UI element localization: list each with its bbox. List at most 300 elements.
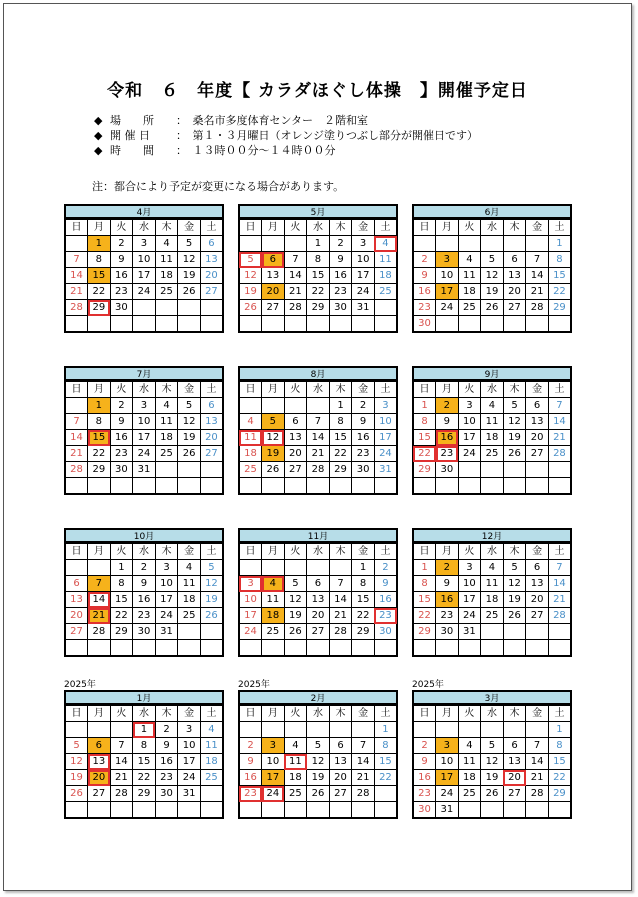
calendar-empty-cell xyxy=(503,640,526,657)
calendar-day: 9 xyxy=(374,576,397,592)
calendar-day: 21 xyxy=(352,770,375,786)
calendar-day: 15 xyxy=(110,592,133,608)
calendar-empty-cell xyxy=(352,802,375,819)
calendar-day: 14 xyxy=(526,754,549,770)
calendar-day: 5 xyxy=(481,252,504,268)
calendar-empty-cell xyxy=(65,560,88,576)
weekday-header: 土 xyxy=(200,706,223,722)
calendar-day: 30 xyxy=(155,786,178,802)
calendar-day: 9 xyxy=(133,576,156,592)
calendar-day: 9 xyxy=(436,414,459,430)
month-header: 7月 xyxy=(64,366,224,381)
month-calendar xyxy=(64,366,224,495)
calendar-day: 29 xyxy=(307,300,330,316)
calendar-day: 7 xyxy=(526,738,549,754)
calendar-day: 16 xyxy=(110,268,133,284)
calendar-empty-cell xyxy=(481,462,504,478)
calendar-day: 14 xyxy=(307,430,330,446)
calendar-day: 1 xyxy=(133,722,156,738)
calendar-empty-cell xyxy=(458,722,481,738)
calendar-day: 28 xyxy=(307,462,330,478)
calendar-empty-cell xyxy=(110,802,133,819)
calendar-grid xyxy=(412,543,572,657)
calendar-empty-cell xyxy=(88,640,111,657)
calendar-day: 6 xyxy=(329,738,352,754)
calendar-day: 17 xyxy=(133,430,156,446)
calendar-day: 30 xyxy=(436,462,459,478)
weekday-header: 日 xyxy=(65,706,88,722)
info-label: 場 所 xyxy=(110,114,154,127)
calendar-day: 14 xyxy=(548,576,571,592)
calendar-day: 12 xyxy=(239,268,262,284)
calendar-day: 1 xyxy=(548,722,571,738)
calendar-day: 26 xyxy=(65,786,88,802)
calendar-day: 28 xyxy=(526,786,549,802)
calendar-day: 27 xyxy=(329,786,352,802)
calendar-day: 1 xyxy=(88,398,111,414)
weekday-header: 火 xyxy=(458,220,481,236)
calendar-day: 5 xyxy=(65,738,88,754)
calendar-day: 3 xyxy=(262,738,285,754)
calendar-year-label: 2025年 xyxy=(64,680,96,690)
weekday-header: 月 xyxy=(88,544,111,560)
diamond-bullet-icon: ◆ xyxy=(94,144,103,157)
calendar-day: 8 xyxy=(307,252,330,268)
calendar-day: 21 xyxy=(329,608,352,624)
month-header: 6月 xyxy=(412,204,572,219)
calendar-empty-cell xyxy=(307,398,330,414)
calendar-day: 27 xyxy=(503,300,526,316)
calendar-day: 14 xyxy=(284,268,307,284)
calendar-day: 23 xyxy=(239,786,262,802)
calendar-day: 18 xyxy=(155,430,178,446)
calendar-day: 25 xyxy=(481,446,504,462)
calendar-day: 17 xyxy=(133,268,156,284)
calendar-day: 17 xyxy=(178,754,201,770)
weekday-header: 水 xyxy=(481,544,504,560)
calendar-day: 14 xyxy=(88,592,111,608)
calendar-empty-cell xyxy=(458,316,481,333)
calendar-day: 8 xyxy=(413,576,436,592)
calendar-day: 6 xyxy=(307,576,330,592)
calendar-day: 28 xyxy=(284,300,307,316)
calendar-day: 13 xyxy=(200,414,223,430)
calendar-day: 2 xyxy=(329,236,352,252)
weekday-header: 日 xyxy=(239,382,262,398)
calendar-day: 13 xyxy=(503,754,526,770)
calendar-day: 31 xyxy=(155,624,178,640)
calendar-day: 12 xyxy=(481,268,504,284)
calendar-day: 7 xyxy=(284,252,307,268)
calendar-empty-cell xyxy=(65,722,88,738)
month-calendar xyxy=(412,204,572,333)
calendar-empty-cell xyxy=(155,478,178,495)
calendar-day: 18 xyxy=(481,592,504,608)
calendar-day: 30 xyxy=(110,300,133,316)
calendar-day: 16 xyxy=(413,770,436,786)
calendar-day: 19 xyxy=(307,770,330,786)
calendar-empty-cell xyxy=(155,300,178,316)
calendar-day: 7 xyxy=(307,414,330,430)
calendar-empty-cell xyxy=(352,640,375,657)
calendar-day: 5 xyxy=(239,252,262,268)
calendar-empty-cell xyxy=(200,640,223,657)
calendar-day: 3 xyxy=(155,560,178,576)
calendar-empty-cell xyxy=(413,478,436,495)
calendar-day: 25 xyxy=(200,770,223,786)
calendar-day: 4 xyxy=(155,236,178,252)
calendar-day: 1 xyxy=(413,398,436,414)
calendar-day: 1 xyxy=(352,560,375,576)
calendar-day: 27 xyxy=(65,624,88,640)
calendar-empty-cell xyxy=(133,316,156,333)
calendar-day: 2 xyxy=(155,722,178,738)
calendar-empty-cell xyxy=(329,640,352,657)
calendar-empty-cell xyxy=(65,640,88,657)
calendar-empty-cell xyxy=(200,624,223,640)
calendar-day: 9 xyxy=(436,576,459,592)
weekday-header: 木 xyxy=(155,544,178,560)
calendar-day: 22 xyxy=(352,608,375,624)
calendar-day: 13 xyxy=(503,268,526,284)
calendar-day: 17 xyxy=(262,770,285,786)
calendar-empty-cell xyxy=(481,722,504,738)
calendar-day: 17 xyxy=(374,430,397,446)
calendar-day: 6 xyxy=(88,738,111,754)
month-header: 11月 xyxy=(238,528,398,543)
calendar-day: 24 xyxy=(436,786,459,802)
calendar-empty-cell xyxy=(133,478,156,495)
weekday-header: 金 xyxy=(526,706,549,722)
calendar-day: 13 xyxy=(329,754,352,770)
calendar-empty-cell xyxy=(284,722,307,738)
calendar-day: 22 xyxy=(110,608,133,624)
calendar-day: 22 xyxy=(374,770,397,786)
calendar-day: 9 xyxy=(413,754,436,770)
calendar-day: 15 xyxy=(413,592,436,608)
calendar-day: 24 xyxy=(458,446,481,462)
calendar-day: 28 xyxy=(548,608,571,624)
calendar-empty-cell xyxy=(284,640,307,657)
month-calendar xyxy=(238,528,398,657)
calendar-day: 25 xyxy=(178,608,201,624)
calendar-day: 10 xyxy=(262,754,285,770)
calendar-day: 21 xyxy=(110,770,133,786)
calendar-day: 21 xyxy=(284,284,307,300)
event-info xyxy=(94,113,478,158)
calendar-day: 16 xyxy=(352,430,375,446)
calendar-year-label: 2025年 xyxy=(412,680,444,690)
calendar-empty-cell xyxy=(526,802,549,819)
calendar-day: 30 xyxy=(413,316,436,333)
weekday-header: 土 xyxy=(374,220,397,236)
calendar-empty-cell xyxy=(481,236,504,252)
month-calendar xyxy=(238,690,398,819)
calendar-day: 13 xyxy=(307,592,330,608)
calendar-empty-cell xyxy=(481,316,504,333)
weekday-header: 土 xyxy=(548,544,571,560)
calendar-day: 22 xyxy=(88,446,111,462)
calendar-day: 1 xyxy=(307,236,330,252)
month-header: 4月 xyxy=(64,204,224,219)
calendar-day: 27 xyxy=(307,624,330,640)
calendar-day: 15 xyxy=(307,268,330,284)
calendar-day: 23 xyxy=(133,608,156,624)
calendar-empty-cell xyxy=(155,316,178,333)
calendar-day: 16 xyxy=(413,284,436,300)
calendar-day: 11 xyxy=(284,754,307,770)
calendar-empty-cell xyxy=(329,478,352,495)
calendar-empty-cell xyxy=(526,624,549,640)
calendar-empty-cell xyxy=(307,316,330,333)
calendar-day: 10 xyxy=(436,268,459,284)
calendar-day: 29 xyxy=(352,624,375,640)
calendar-day: 19 xyxy=(178,268,201,284)
calendar-day: 29 xyxy=(133,786,156,802)
calendar-day: 4 xyxy=(178,560,201,576)
calendar-day: 8 xyxy=(374,738,397,754)
calendar-day: 12 xyxy=(284,592,307,608)
page xyxy=(3,3,632,891)
calendar-day: 21 xyxy=(526,770,549,786)
calendar-day: 11 xyxy=(262,592,285,608)
calendar-day: 16 xyxy=(155,754,178,770)
calendar-day: 17 xyxy=(458,592,481,608)
weekday-header: 金 xyxy=(352,382,375,398)
weekday-header: 水 xyxy=(307,706,330,722)
weekday-header: 木 xyxy=(503,220,526,236)
weekday-header: 木 xyxy=(155,706,178,722)
calendar-day: 31 xyxy=(133,462,156,478)
calendar-empty-cell xyxy=(239,802,262,819)
calendar-empty-cell xyxy=(284,802,307,819)
calendar-day: 20 xyxy=(200,268,223,284)
info-label: 時 間 xyxy=(110,144,154,157)
calendar-day: 18 xyxy=(458,284,481,300)
calendar-day: 20 xyxy=(200,430,223,446)
calendar-empty-cell xyxy=(436,640,459,657)
calendar-day: 7 xyxy=(526,252,549,268)
calendar-day: 16 xyxy=(329,268,352,284)
weekday-header: 火 xyxy=(458,544,481,560)
calendar-day: 7 xyxy=(65,414,88,430)
weekday-header: 日 xyxy=(239,706,262,722)
calendar-day: 15 xyxy=(413,430,436,446)
calendar-empty-cell xyxy=(526,316,549,333)
calendar-day: 8 xyxy=(88,252,111,268)
calendar-day: 1 xyxy=(548,236,571,252)
calendar-day: 26 xyxy=(481,786,504,802)
info-value: ： 第１・３月曜日（オレンジ塗りつぶし部分が開催日です） xyxy=(176,129,478,142)
month-calendar xyxy=(412,690,572,819)
calendar-day: 1 xyxy=(88,236,111,252)
calendar-day: 23 xyxy=(329,284,352,300)
weekday-header: 金 xyxy=(178,544,201,560)
month-calendar xyxy=(64,690,224,819)
month-calendar xyxy=(412,366,572,495)
weekday-header: 土 xyxy=(200,544,223,560)
weekday-header: 火 xyxy=(284,382,307,398)
month-header: 2月 xyxy=(238,690,398,705)
calendar-empty-cell xyxy=(200,316,223,333)
calendar-empty-cell xyxy=(262,802,285,819)
weekday-header: 金 xyxy=(526,220,549,236)
calendar-empty-cell xyxy=(65,398,88,414)
weekday-header: 木 xyxy=(155,220,178,236)
calendar-day: 22 xyxy=(329,446,352,462)
calendar-day: 14 xyxy=(352,754,375,770)
calendar-day: 2 xyxy=(413,738,436,754)
calendar-day: 19 xyxy=(503,592,526,608)
calendar-day: 27 xyxy=(284,462,307,478)
calendar-day: 19 xyxy=(178,430,201,446)
calendar-day: 9 xyxy=(239,754,262,770)
calendar-day: 5 xyxy=(481,738,504,754)
info-date xyxy=(94,128,478,143)
calendar-day: 6 xyxy=(526,398,549,414)
calendar-empty-cell xyxy=(178,462,201,478)
calendar-day: 8 xyxy=(133,738,156,754)
month-calendar xyxy=(64,204,224,333)
weekday-header: 土 xyxy=(200,220,223,236)
diamond-bullet-icon: ◆ xyxy=(94,114,103,127)
calendar-day: 3 xyxy=(374,398,397,414)
calendar-day: 9 xyxy=(413,268,436,284)
calendar-empty-cell xyxy=(481,802,504,819)
calendar-day: 28 xyxy=(65,300,88,316)
calendar-day: 4 xyxy=(481,398,504,414)
calendar-grid xyxy=(238,381,398,495)
calendar-day: 21 xyxy=(65,446,88,462)
calendar-day: 24 xyxy=(155,608,178,624)
calendar-day: 8 xyxy=(413,414,436,430)
weekday-header: 月 xyxy=(88,706,111,722)
month-header: 10月 xyxy=(64,528,224,543)
calendar-grid xyxy=(238,219,398,333)
calendar-day: 3 xyxy=(178,722,201,738)
calendar-day: 21 xyxy=(65,284,88,300)
calendar-empty-cell xyxy=(200,300,223,316)
calendar-empty-cell xyxy=(526,640,549,657)
calendar-day: 29 xyxy=(88,462,111,478)
weekday-header: 月 xyxy=(436,706,459,722)
weekday-header: 金 xyxy=(178,706,201,722)
calendar-day: 31 xyxy=(178,786,201,802)
calendar-day: 15 xyxy=(88,430,111,446)
calendar-empty-cell xyxy=(88,560,111,576)
month-calendar xyxy=(64,528,224,657)
calendar-day: 11 xyxy=(458,754,481,770)
calendar-day: 15 xyxy=(548,268,571,284)
weekday-header: 月 xyxy=(262,220,285,236)
calendar-empty-cell xyxy=(548,316,571,333)
calendar-day: 25 xyxy=(155,284,178,300)
weekday-header: 火 xyxy=(284,220,307,236)
calendar-day: 21 xyxy=(526,284,549,300)
calendar-empty-cell xyxy=(548,640,571,657)
calendar-empty-cell xyxy=(526,722,549,738)
weekday-header: 火 xyxy=(458,382,481,398)
calendar-day: 30 xyxy=(374,624,397,640)
calendar-day: 3 xyxy=(239,576,262,592)
calendar-day: 8 xyxy=(548,252,571,268)
weekday-header: 日 xyxy=(413,382,436,398)
calendar-day: 23 xyxy=(352,446,375,462)
calendar-empty-cell xyxy=(458,640,481,657)
calendar-day: 10 xyxy=(155,576,178,592)
calendar-day: 25 xyxy=(458,786,481,802)
weekday-header: 月 xyxy=(262,382,285,398)
calendar-day: 17 xyxy=(458,430,481,446)
calendar-empty-cell xyxy=(374,478,397,495)
calendar-day: 3 xyxy=(436,252,459,268)
month-header: 12月 xyxy=(412,528,572,543)
calendar-empty-cell xyxy=(329,722,352,738)
weekday-header: 金 xyxy=(352,220,375,236)
weekday-header: 金 xyxy=(178,382,201,398)
calendar-day: 12 xyxy=(178,252,201,268)
calendar-day: 29 xyxy=(413,462,436,478)
calendar-day: 27 xyxy=(526,608,549,624)
calendar-day: 16 xyxy=(133,592,156,608)
calendar-day: 19 xyxy=(284,608,307,624)
calendar-day: 26 xyxy=(239,300,262,316)
calendar-empty-cell xyxy=(374,802,397,819)
calendar-day: 20 xyxy=(65,608,88,624)
calendar-grid xyxy=(64,381,224,495)
weekday-header: 月 xyxy=(436,544,459,560)
calendar-day: 6 xyxy=(526,560,549,576)
calendar-day: 4 xyxy=(284,738,307,754)
calendar-empty-cell xyxy=(436,236,459,252)
weekday-header: 水 xyxy=(133,544,156,560)
calendar-empty-cell xyxy=(284,560,307,576)
calendar-day: 20 xyxy=(526,430,549,446)
calendar-empty-cell xyxy=(178,316,201,333)
calendar-day: 19 xyxy=(481,770,504,786)
weekday-header: 月 xyxy=(262,544,285,560)
calendar-day: 18 xyxy=(284,770,307,786)
calendar-day: 7 xyxy=(329,576,352,592)
calendar-day: 20 xyxy=(526,592,549,608)
calendar-day: 14 xyxy=(329,592,352,608)
calendar-day: 13 xyxy=(65,592,88,608)
calendar-empty-cell xyxy=(503,316,526,333)
calendar-day: 2 xyxy=(352,398,375,414)
calendar-day: 20 xyxy=(503,770,526,786)
month-calendar xyxy=(238,204,398,333)
calendar-empty-cell xyxy=(65,802,88,819)
calendar-day: 4 xyxy=(458,252,481,268)
diamond-bullet-icon: ◆ xyxy=(94,129,103,142)
calendar-empty-cell xyxy=(503,802,526,819)
calendar-day: 22 xyxy=(133,770,156,786)
calendar-day: 12 xyxy=(200,576,223,592)
calendar-empty-cell xyxy=(262,640,285,657)
calendar-day: 5 xyxy=(503,398,526,414)
calendar-grid xyxy=(412,381,572,495)
calendar-empty-cell xyxy=(374,316,397,333)
calendar-day: 13 xyxy=(88,754,111,770)
calendar-empty-cell xyxy=(110,478,133,495)
weekday-header: 水 xyxy=(481,220,504,236)
weekday-header: 月 xyxy=(88,382,111,398)
calendar-empty-cell xyxy=(178,802,201,819)
calendar-empty-cell xyxy=(262,560,285,576)
calendar-empty-cell xyxy=(548,478,571,495)
calendar-day: 30 xyxy=(413,802,436,819)
calendar-day: 21 xyxy=(88,608,111,624)
